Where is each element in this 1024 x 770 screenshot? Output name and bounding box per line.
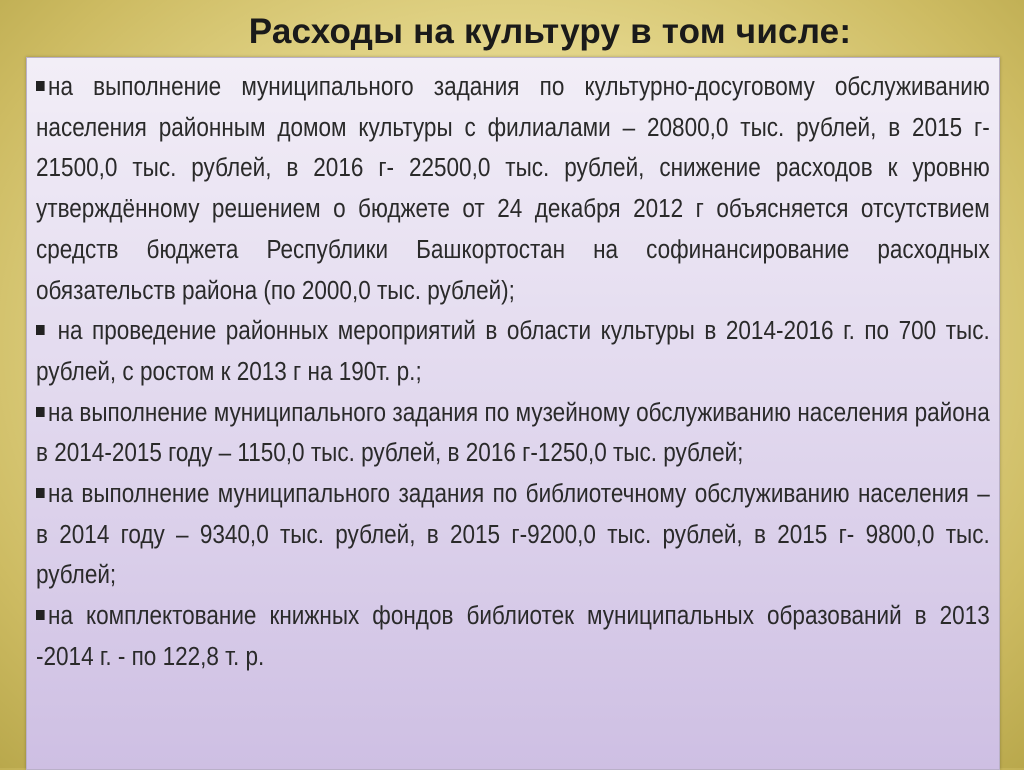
- bullet-list: [36, 66, 990, 677]
- bullet-icon: [36, 610, 45, 620]
- slide-title: Расходы на культуру в том числе:: [248, 12, 852, 51]
- bullet-icon: [36, 488, 45, 498]
- list-item-text: на выполнение муниципального задания по музейному обслуживанию населения района в 2014-2015 году – 1150,0 тыс. рублей, в 2016 г-1250,0 тыс. рублей;: [36, 396, 990, 468]
- list-item-text: на комплектование книжных фондов библиотек муниципальных образований в 2013 -2014 г. - по 122,8 т. р.: [36, 600, 990, 671]
- bullet-icon: [36, 81, 45, 91]
- list-item: [36, 310, 990, 391]
- bullet-icon: [36, 407, 45, 417]
- list-item: [36, 473, 990, 595]
- bullet-icon: [36, 325, 45, 335]
- list-item-text: на проведение районных мероприятий в области культуры в 2014-2016 г. по 700 тыс. рублей, с ростом к 2013 г на 190т. р.;: [36, 315, 990, 386]
- list-item: [36, 392, 990, 473]
- list-item: [36, 595, 990, 676]
- list-item: [36, 66, 990, 310]
- list-item-text: на выполнение муниципального задания по культурно-досуговому обслуживанию населения районным домом культуры с филиалами – 20800,0 тыс. рублей, в 2015 г- 21500,0 тыс. рублей, в 2016 г- 22500,0 тыс. рублей, снижение расходов к уровню утверждённому решением о бюджете от 24 декабря 2012 г объясняется отсутствием средств бюджета Республики Башкортостан на софинансирование расходных обязательств района (по 2000,0 тыс. рублей);: [36, 71, 990, 305]
- list-item-text: на выполнение муниципального задания по библиотечному обслуживанию населения – в 2014 году – 9340,0 тыс. рублей, в 2015 г-9200,0 тыс. рублей, в 2015 г- 9800,0 тыс. рублей;: [36, 478, 990, 590]
